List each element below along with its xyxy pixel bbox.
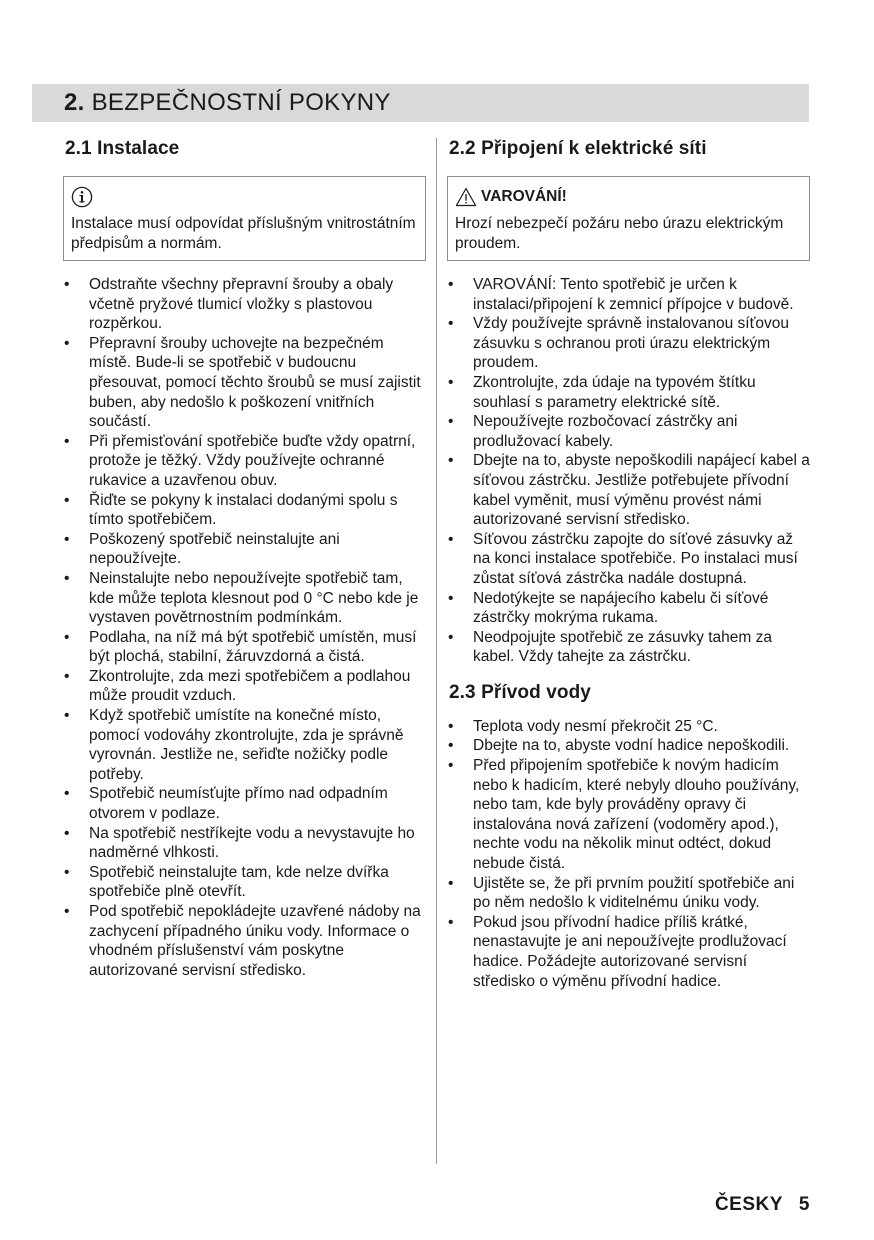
column-divider	[436, 138, 437, 1164]
warning-note-text: Hrozí nebezpečí požáru nebo úrazu elektrickým proudem.	[455, 215, 784, 252]
installation-heading: 2.1 Instalace	[65, 138, 180, 159]
list-item: • Přepravní šrouby uchovejte na bezpečném místě. Bude-li se spotřebič v budoucnu přesouvat, pomocí těchto šroubů se musí zajistit buben, aby nedošlo k poškození vnitřních součástí.	[64, 334, 426, 432]
footer-language: ČESKY	[714, 1194, 783, 1215]
section-number: 2.	[64, 89, 85, 116]
list-item: • Spotřebič neinstalujte tam, kde nelze dvířka spotřebiče plně otevřít.	[64, 863, 426, 902]
list-item: • Nedotýkejte se napájecího kabelu či síťové zástrčky mokrýma rukama.	[448, 589, 810, 628]
list-item: • Před připojením spotřebiče k novým hadicím nebo k hadicím, které nebyly dlouho používány, nebo tam, kde byly prováděny opravy či instalována nová zařízení (vodoměry apod.), nechte vodu na několik minut odtéct, dokud nebude čistá.	[448, 756, 810, 874]
water-list	[449, 717, 810, 991]
warning-note	[447, 176, 810, 261]
list-item: • Odstraňte všechny přepravní šrouby a obaly včetně pryžové tlumicí vložky s plastovou rozpěrkou.	[64, 275, 426, 334]
info-note-text: Instalace musí odpovídat příslušným vnitrostátním předpisům a normám.	[71, 215, 416, 252]
warning-label: VAROVÁNÍ!	[481, 187, 567, 205]
list-item: • Dbejte na to, abyste nepoškodili napájecí kabel a síťovou zástrčku. Jestliže potřebujete přívodní kabel vyměnit, musí výměnu provést námi autorizované servisní středisko.	[448, 451, 810, 529]
list-item: • Pod spotřebič nepokládejte uzavřené nádoby na zachycení případného úniku vody. Informace o vhodném příslušenství vám poskytne autorizované servisní středisko.	[64, 902, 426, 980]
electrical-list	[449, 275, 810, 667]
list-item: • Nepoužívejte rozbočovací zástrčky ani prodlužovací kabely.	[448, 412, 810, 451]
list-item: • Neinstalujte nebo nepoužívejte spotřebič tam, kde může teplota klesnout pod 0 °C nebo kde je vystaven povětrnostním podmínkám.	[64, 569, 426, 628]
list-item: • Neodpojujte spotřebič ze zásuvky tahem za kabel. Vždy tahejte za zástrčku.	[448, 628, 810, 667]
page-footer	[715, 1194, 810, 1216]
list-item: • Podlaha, na níž má být spotřebič umístěn, musí být plochá, stabilní, žáruvzdorná a čistá.	[64, 628, 426, 667]
installation-column	[65, 137, 426, 980]
electrical-heading: 2.2 Připojení k elektrické síti	[449, 138, 707, 159]
warning-triangle-icon	[455, 187, 477, 207]
installation-list	[65, 275, 426, 980]
list-item: • Poškozený spotřebič neinstalujte ani nepoužívejte.	[64, 530, 426, 569]
list-item: • Vždy používejte správně instalovanou síťovou zásuvku s ochranou proti úrazu elektrickým proudem.	[448, 314, 810, 373]
list-item: • Síťovou zástrčku zapojte do síťové zásuvky až na konci instalace spotřebiče. Po instalaci musí zůstat síťová zástrčka nadále dostupná.	[448, 530, 810, 589]
list-item: • Při přemisťování spotřebiče buďte vždy opatrní, protože je těžký. Vždy používejte ochranné rukavice a uzavřenou obuv.	[64, 432, 426, 491]
list-item: • Zkontrolujte, zda údaje na typovém štítku souhlasí s parametry elektrické sítě.	[448, 373, 810, 412]
info-note	[63, 176, 426, 261]
list-item: • Řiďte se pokyny k instalaci dodanými spolu s tímto spotřebičem.	[64, 491, 426, 530]
section-title: BEZPEČNOSTNÍ POKYNY	[91, 89, 391, 116]
list-item: • Teplota vody nesmí překročit 25 °C.	[448, 717, 810, 737]
section-banner	[32, 84, 809, 122]
list-item: • Zkontrolujte, zda mezi spotřebičem a podlahou může proudit vzduch.	[64, 667, 426, 706]
electrical-column	[449, 137, 810, 991]
list-item: • Ujistěte se, že při prvním použití spotřebiče ani po něm nedošlo k viditelnému úniku vody.	[448, 874, 810, 913]
list-item: • Spotřebič neumísťujte přímo nad odpadním otvorem v podlaze.	[64, 784, 426, 823]
page-number: 5	[798, 1194, 810, 1215]
list-item: • Když spotřebič umístíte na konečné místo, pomocí vodováhy zkontrolujte, zda je správně vyrovnán. Jestliže ne, seřiďte nožičky podle potřeby.	[64, 706, 426, 784]
water-heading: 2.3 Přívod vody	[449, 681, 591, 703]
list-item: • Dbejte na to, abyste vodní hadice nepoškodili.	[448, 736, 810, 756]
list-item: • Na spotřebič nestříkejte vodu a nevystavujte ho nadměrné vlhkosti.	[64, 824, 426, 863]
list-item: • Pokud jsou přívodní hadice příliš krátké, nenastavujte je ani nepoužívejte prodlužovací hadice. Požádejte autorizované servisní středisko o výměnu přívodní hadice.	[448, 913, 810, 991]
list-item: • VAROVÁNÍ: Tento spotřebič je určen k instalaci/připojení k zemnicí přípojce v budově.	[448, 275, 810, 314]
info-icon	[71, 186, 93, 208]
